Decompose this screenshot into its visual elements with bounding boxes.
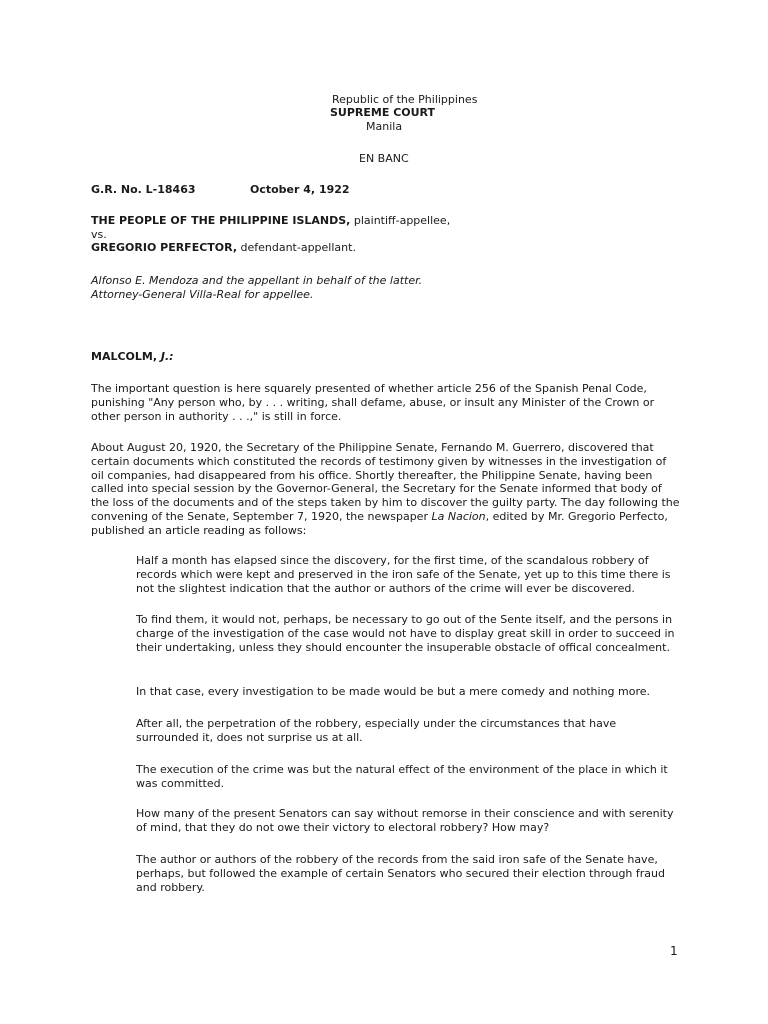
versus: vs. bbox=[91, 228, 107, 241]
quote-text: To find them, it would not, perhaps, be necessary to go out of the Sente itself, and the persons in charge of the investigation of the case would not have to display great skill in order to succeed in their undertaking, unless they should encounter the insuperable obstacle of offical concealment. bbox=[136, 613, 675, 654]
ponente-suffix: J.: bbox=[160, 350, 174, 363]
header-court: SUPREME COURT bbox=[330, 106, 436, 119]
ponente-name: MALCOLM, bbox=[91, 350, 161, 363]
ponente bbox=[91, 350, 174, 364]
header-republic: Republic of the Philippines bbox=[332, 93, 478, 106]
quoted-article-4 bbox=[136, 717, 676, 745]
page-number: 1 bbox=[670, 944, 678, 958]
quote-text: Half a month has elapsed since the discovery, for the first time, of the scandalous robbery of records which were kept and preserved in the iron safe of the Senate, yet up to this time there is not the slightest indication that the author or authors of the crime will ever be discovered. bbox=[136, 554, 671, 595]
case-date: October 4, 1922 bbox=[250, 183, 350, 196]
newspaper-name: La Nacion bbox=[431, 509, 486, 523]
quote-text: After all, the perpetration of the robbery, especially under the circumstances that have surrounded it, does not surprise us at all. bbox=[136, 717, 617, 744]
counsel-appellant: Alfonso E. Mendoza and the appellant in behalf of the latter. bbox=[91, 274, 423, 287]
counsel-appellee: Attorney-General Villa-Real for appellee. bbox=[91, 288, 314, 301]
party-defendant bbox=[91, 241, 356, 255]
paragraph-text-2 bbox=[91, 441, 681, 538]
defendant-role: defendant-appellant. bbox=[237, 241, 356, 254]
opinion-paragraph-1 bbox=[91, 382, 681, 423]
quote-text: The author or authors of the robbery of the records from the said iron safe of the Senate have, perhaps, but followed the example of certain Senators who secured their election through fraud and robbery. bbox=[136, 853, 665, 894]
quote-text: How many of the present Senators can say without remorse in their conscience and with serenity of mind, that they do not owe their victory to electoral robbery? How may? bbox=[136, 807, 674, 834]
case-number: G.R. No. L-18463 bbox=[91, 183, 196, 196]
defendant-name: GREGORIO PERFECTOR, bbox=[91, 241, 237, 254]
paragraph-text: The important question is here squarely presented of whether article 256 of the Spanish Penal Code, punishing "Any person who, by . . . writing, shall defame, abuse, or insult any Minister of the Crown or other person in authority . . .," is still in force. bbox=[91, 382, 655, 423]
quote-text: In that case, every investigation to be made would be but a mere comedy and nothing more. bbox=[136, 685, 651, 698]
paragraph-text-part: , edited by Mr. Gregorio Perfecto, published an article reading as follows: bbox=[91, 509, 668, 537]
header-city: Manila bbox=[366, 120, 403, 133]
opinion-paragraph-2 bbox=[91, 441, 681, 538]
division-label: EN BANC bbox=[359, 152, 409, 165]
quoted-article-3 bbox=[136, 685, 676, 699]
plaintiff-role: plaintiff-appellee, bbox=[350, 214, 451, 227]
quote-text: The execution of the crime was but the natural effect of the environment of the place in which it was committed. bbox=[136, 763, 668, 790]
quoted-article-6 bbox=[136, 807, 676, 835]
quoted-article-2 bbox=[136, 613, 676, 654]
quoted-article-5 bbox=[136, 763, 676, 791]
party-plaintiff bbox=[91, 214, 450, 228]
quoted-article-1 bbox=[136, 554, 676, 595]
plaintiff-name: THE PEOPLE OF THE PHILIPPINE ISLANDS, bbox=[91, 214, 351, 227]
paragraph-text-part: About August 20, 1920, the Secretary of the Philippine Senate, Fernando M. Guerrero, discovered that certain documents which constituted the records of testimony given by witnesses in the investigation of oil companies, had disappeared from his office. Shortly thereafter, the Philippine Senate, having been called into special session by the Governor-General, the Secretary for the Senate informed that body of the loss of the documents and of the steps taken by him to discover the guilty party. The day following the convening of the Senate, September 7, 1920, the newspaper bbox=[91, 441, 680, 523]
quoted-article-7 bbox=[136, 853, 676, 894]
